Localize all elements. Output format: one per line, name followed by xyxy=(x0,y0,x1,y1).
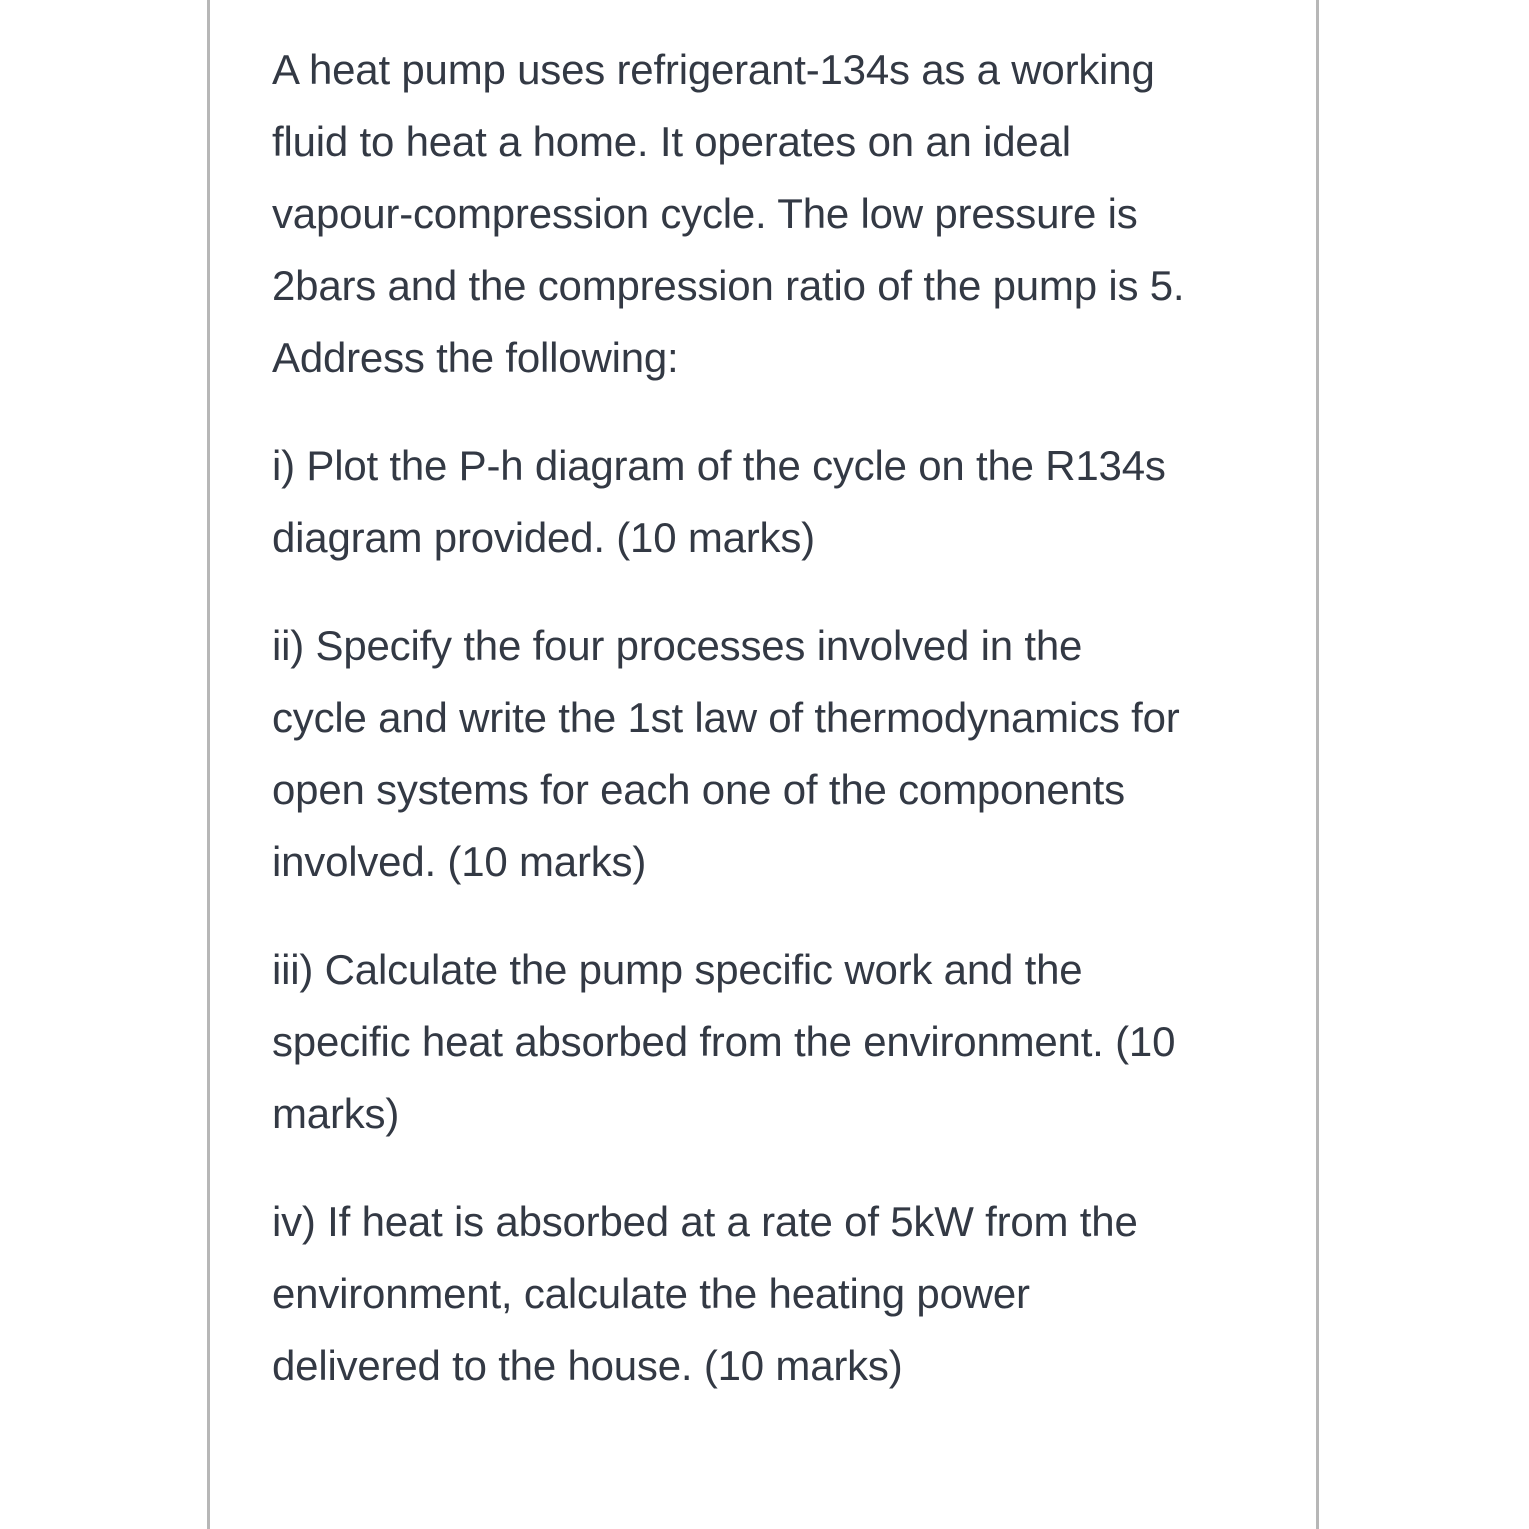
part-iv-line: delivered to the house. (10 marks) xyxy=(272,1342,903,1389)
part-iv-line: environment, calculate the heating power xyxy=(272,1270,1030,1317)
part-iv-line: iv) If heat is absorbed at a rate of 5kW from the xyxy=(272,1198,1138,1245)
intro-line: Address the following: xyxy=(272,334,679,381)
part-ii-line: ii) Specify the four processes involved in the xyxy=(272,622,1083,669)
part-ii-line: cycle and write the 1st law of thermodynamics for xyxy=(272,694,1180,741)
document-page xyxy=(207,0,1319,1529)
part-ii-line: involved. (10 marks) xyxy=(272,838,647,885)
part-ii-paragraph xyxy=(272,610,1282,898)
intro-line: A heat pump uses refrigerant-134s as a working xyxy=(272,46,1155,93)
part-iii-line: specific heat absorbed from the environment. (10 xyxy=(272,1018,1176,1065)
intro-line: vapour-compression cycle. The low pressure is xyxy=(272,190,1138,237)
part-iv-paragraph xyxy=(272,1186,1282,1402)
intro-line: 2bars and the compression ratio of the pump is 5. xyxy=(272,262,1185,309)
intro-paragraph xyxy=(272,34,1282,394)
part-ii-line: open systems for each one of the components xyxy=(272,766,1125,813)
question-text xyxy=(272,34,1282,1402)
part-i-line: diagram provided. (10 marks) xyxy=(272,514,815,561)
part-i-paragraph xyxy=(272,430,1282,574)
part-iii-line: iii) Calculate the pump specific work and the xyxy=(272,946,1083,993)
part-iii-line: marks) xyxy=(272,1090,400,1137)
part-iii-paragraph xyxy=(272,934,1282,1150)
part-i-line: i) Plot the P-h diagram of the cycle on the R134s xyxy=(272,442,1166,489)
intro-line: fluid to heat a home. It operates on an ideal xyxy=(272,118,1071,165)
